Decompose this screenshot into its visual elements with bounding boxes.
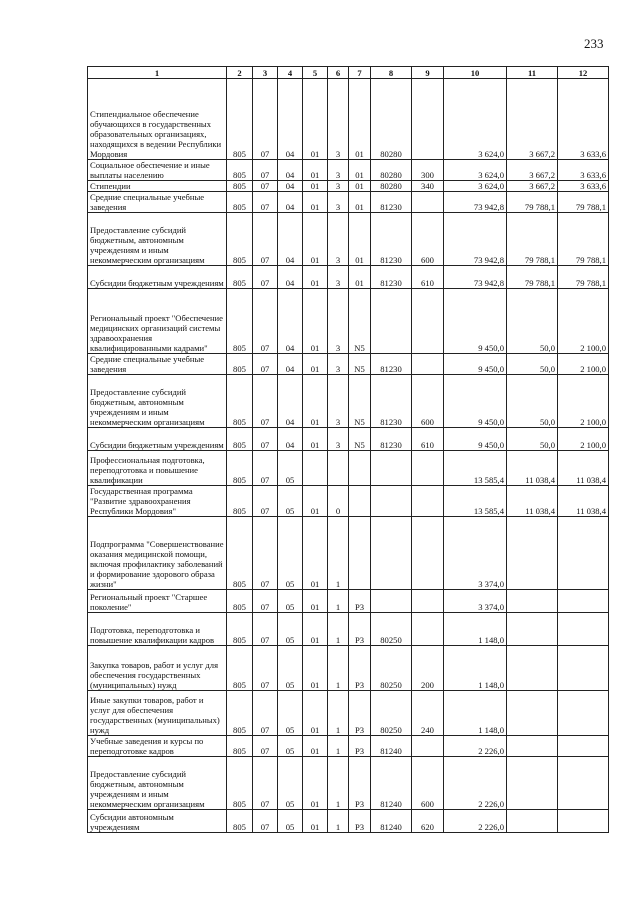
col-3: 07 [253, 613, 278, 646]
col-10: 9 450,0 [444, 428, 507, 451]
col-7: P3 [349, 736, 371, 757]
col-8 [371, 590, 412, 613]
table-row [88, 79, 609, 160]
col-9: 240 [412, 691, 444, 736]
col-8: 81230 [371, 192, 412, 213]
col-5: 01 [303, 213, 328, 266]
col-5: 01 [303, 810, 328, 833]
col-8: 81230 [371, 213, 412, 266]
col-11 [507, 517, 558, 590]
col-7 [349, 517, 371, 590]
row-name: Предоставление субсидий бюджетным, автономным учреждениям и иным некоммерческим организациям [88, 375, 227, 428]
col-11: 79 788,1 [507, 192, 558, 213]
col-7: P3 [349, 691, 371, 736]
col-6: 3 [328, 289, 349, 354]
col-12 [558, 691, 609, 736]
col-10: 73 942,8 [444, 266, 507, 289]
table-row [88, 266, 609, 289]
col-2: 805 [227, 266, 253, 289]
row-name: Региональный проект "Обеспечение медицинских организаций системы здравоохранения квалифицированными кадрами" [88, 289, 227, 354]
col-3: 07 [253, 375, 278, 428]
col-8 [371, 517, 412, 590]
col-12: 2 100,0 [558, 289, 609, 354]
col-3: 07 [253, 181, 278, 192]
col-3: 07 [253, 428, 278, 451]
col-10: 2 226,0 [444, 757, 507, 810]
col-7: 01 [349, 192, 371, 213]
row-name: Государственная программа "Развитие здравоохранения Республики Мордовия" [88, 486, 227, 517]
column-header: 6 [328, 67, 349, 79]
col-11: 11 038,4 [507, 451, 558, 486]
col-6: 3 [328, 192, 349, 213]
col-12: 2 100,0 [558, 428, 609, 451]
col-11: 50,0 [507, 375, 558, 428]
table-row [88, 736, 609, 757]
col-10: 3 624,0 [444, 181, 507, 192]
col-9 [412, 289, 444, 354]
col-7: P3 [349, 613, 371, 646]
col-6: 3 [328, 213, 349, 266]
col-6 [328, 451, 349, 486]
col-3: 07 [253, 266, 278, 289]
table-row [88, 486, 609, 517]
col-11: 3 667,2 [507, 181, 558, 192]
col-6: 1 [328, 646, 349, 691]
col-2: 805 [227, 613, 253, 646]
col-3: 07 [253, 79, 278, 160]
col-2: 805 [227, 691, 253, 736]
col-12: 79 788,1 [558, 266, 609, 289]
col-12: 3 633,6 [558, 160, 609, 181]
col-9: 610 [412, 428, 444, 451]
col-5: 01 [303, 757, 328, 810]
col-4: 04 [278, 375, 303, 428]
col-3: 07 [253, 736, 278, 757]
col-6: 1 [328, 590, 349, 613]
col-7: 01 [349, 181, 371, 192]
col-4: 05 [278, 613, 303, 646]
row-name: Стипендии [88, 181, 227, 192]
table-row [88, 757, 609, 810]
col-2: 805 [227, 181, 253, 192]
col-12 [558, 517, 609, 590]
col-2: 805 [227, 451, 253, 486]
col-6: 3 [328, 181, 349, 192]
col-12: 3 633,6 [558, 181, 609, 192]
col-10: 3 374,0 [444, 517, 507, 590]
col-10: 2 226,0 [444, 736, 507, 757]
col-9 [412, 354, 444, 375]
col-2: 805 [227, 213, 253, 266]
col-8 [371, 451, 412, 486]
col-6: 1 [328, 810, 349, 833]
table-row [88, 517, 609, 590]
col-7: P3 [349, 810, 371, 833]
col-7: 01 [349, 266, 371, 289]
table-row [88, 160, 609, 181]
col-6: 3 [328, 79, 349, 160]
col-7: P3 [349, 646, 371, 691]
col-4: 04 [278, 181, 303, 192]
col-4: 05 [278, 736, 303, 757]
table-row [88, 613, 609, 646]
col-2: 805 [227, 428, 253, 451]
col-11: 3 667,2 [507, 79, 558, 160]
col-6: 3 [328, 354, 349, 375]
table-row [88, 181, 609, 192]
col-12 [558, 646, 609, 691]
col-6: 1 [328, 517, 349, 590]
col-3: 07 [253, 451, 278, 486]
row-name: Предоставление субсидий бюджетным, автономным учреждениям и иным некоммерческим организациям [88, 213, 227, 266]
column-header: 8 [371, 67, 412, 79]
col-8: 81230 [371, 354, 412, 375]
col-10: 1 148,0 [444, 691, 507, 736]
table-row [88, 646, 609, 691]
col-11: 11 038,4 [507, 486, 558, 517]
table-row [88, 192, 609, 213]
col-11: 3 667,2 [507, 160, 558, 181]
col-9: 200 [412, 646, 444, 691]
col-5: 01 [303, 289, 328, 354]
col-3: 07 [253, 213, 278, 266]
col-7 [349, 451, 371, 486]
row-name: Средние специальные учебные заведения [88, 354, 227, 375]
col-2: 805 [227, 517, 253, 590]
col-5: 01 [303, 736, 328, 757]
col-3: 07 [253, 354, 278, 375]
col-12 [558, 810, 609, 833]
col-6: 3 [328, 375, 349, 428]
col-7: N5 [349, 289, 371, 354]
col-11 [507, 646, 558, 691]
col-5: 01 [303, 266, 328, 289]
row-name: Стипендиальное обеспечение обучающихся в государственных образовательных организациях, находящихся в ведении Республики Мордовия [88, 79, 227, 160]
col-2: 805 [227, 486, 253, 517]
col-5: 01 [303, 613, 328, 646]
col-4: 05 [278, 451, 303, 486]
col-5: 01 [303, 428, 328, 451]
col-8: 80250 [371, 646, 412, 691]
col-8: 81240 [371, 757, 412, 810]
col-4: 05 [278, 691, 303, 736]
row-name: Предоставление субсидий бюджетным, автономным учреждениям и иным некоммерческим организациям [88, 757, 227, 810]
col-8 [371, 289, 412, 354]
row-name: Субсидии бюджетным учреждениям [88, 428, 227, 451]
column-header: 7 [349, 67, 371, 79]
col-7 [349, 486, 371, 517]
col-10: 3 624,0 [444, 79, 507, 160]
row-name: Подготовка, переподготовка и повышение квалификации кадров [88, 613, 227, 646]
col-4: 05 [278, 590, 303, 613]
col-3: 07 [253, 590, 278, 613]
table-row [88, 375, 609, 428]
col-9: 340 [412, 181, 444, 192]
row-name: Закупка товаров, работ и услуг для обеспечения государственных (муниципальных) нужд [88, 646, 227, 691]
col-9: 610 [412, 266, 444, 289]
col-12 [558, 757, 609, 810]
table-row [88, 213, 609, 266]
col-4: 05 [278, 646, 303, 691]
col-7: N5 [349, 375, 371, 428]
col-5: 01 [303, 517, 328, 590]
col-10: 3 374,0 [444, 590, 507, 613]
col-2: 805 [227, 646, 253, 691]
col-2: 805 [227, 192, 253, 213]
column-header: 4 [278, 67, 303, 79]
col-9: 620 [412, 810, 444, 833]
col-12 [558, 613, 609, 646]
col-8: 81240 [371, 810, 412, 833]
row-name: Иные закупки товаров, работ и услуг для обеспечения государственных (муниципальных) нужд [88, 691, 227, 736]
col-6: 1 [328, 757, 349, 810]
col-10: 9 450,0 [444, 289, 507, 354]
row-name: Субсидии бюджетным учреждениям [88, 266, 227, 289]
col-2: 805 [227, 590, 253, 613]
col-6: 3 [328, 160, 349, 181]
col-5: 01 [303, 181, 328, 192]
col-10: 13 585,4 [444, 486, 507, 517]
row-name: Подпрограмма "Совершенствование оказания медицинской помощи, включая профилактику заболеваний и формирование здорового образа жизни" [88, 517, 227, 590]
col-9 [412, 613, 444, 646]
column-header: 2 [227, 67, 253, 79]
column-header: 5 [303, 67, 328, 79]
col-9 [412, 590, 444, 613]
col-5: 01 [303, 590, 328, 613]
col-7: P3 [349, 757, 371, 810]
col-3: 07 [253, 160, 278, 181]
col-11: 50,0 [507, 289, 558, 354]
table-row [88, 691, 609, 736]
col-8: 80280 [371, 79, 412, 160]
col-8: 81240 [371, 736, 412, 757]
col-8: 80250 [371, 691, 412, 736]
column-header: 3 [253, 67, 278, 79]
col-10: 73 942,8 [444, 213, 507, 266]
col-9: 600 [412, 375, 444, 428]
col-9: 600 [412, 757, 444, 810]
col-3: 07 [253, 646, 278, 691]
col-6: 1 [328, 613, 349, 646]
row-name: Социальное обеспечение и иные выплаты населению [88, 160, 227, 181]
col-11 [507, 613, 558, 646]
row-name: Субсидии автономным учреждениям [88, 810, 227, 833]
col-9 [412, 486, 444, 517]
column-header: 11 [507, 67, 558, 79]
col-11: 79 788,1 [507, 266, 558, 289]
col-5: 01 [303, 375, 328, 428]
col-4: 05 [278, 757, 303, 810]
col-5: 01 [303, 354, 328, 375]
col-8: 81230 [371, 266, 412, 289]
col-7: N5 [349, 428, 371, 451]
table-row [88, 451, 609, 486]
col-10: 1 148,0 [444, 613, 507, 646]
col-7: 01 [349, 79, 371, 160]
col-11: 50,0 [507, 354, 558, 375]
col-9 [412, 451, 444, 486]
col-8: 80280 [371, 160, 412, 181]
col-4: 04 [278, 192, 303, 213]
col-4: 04 [278, 289, 303, 354]
col-11 [507, 691, 558, 736]
column-header: 10 [444, 67, 507, 79]
col-4: 05 [278, 810, 303, 833]
col-11: 79 788,1 [507, 213, 558, 266]
col-5: 01 [303, 79, 328, 160]
col-4: 04 [278, 79, 303, 160]
col-4: 05 [278, 517, 303, 590]
col-9 [412, 736, 444, 757]
col-8: 81230 [371, 428, 412, 451]
col-8: 80250 [371, 613, 412, 646]
col-2: 805 [227, 810, 253, 833]
col-9: 300 [412, 160, 444, 181]
col-9 [412, 79, 444, 160]
col-3: 07 [253, 517, 278, 590]
col-5: 01 [303, 192, 328, 213]
col-11 [507, 810, 558, 833]
col-11 [507, 757, 558, 810]
col-2: 805 [227, 757, 253, 810]
col-5: 01 [303, 691, 328, 736]
col-10: 9 450,0 [444, 354, 507, 375]
col-12: 2 100,0 [558, 354, 609, 375]
row-name: Региональный проект "Старшее поколение" [88, 590, 227, 613]
table-body [88, 79, 609, 833]
col-11 [507, 590, 558, 613]
col-3: 07 [253, 810, 278, 833]
col-5: 01 [303, 160, 328, 181]
col-6: 1 [328, 691, 349, 736]
col-4: 04 [278, 428, 303, 451]
col-2: 805 [227, 160, 253, 181]
col-4: 04 [278, 354, 303, 375]
col-7: N5 [349, 354, 371, 375]
col-4: 04 [278, 266, 303, 289]
col-10: 2 226,0 [444, 810, 507, 833]
col-6: 3 [328, 428, 349, 451]
col-2: 805 [227, 289, 253, 354]
column-header: 9 [412, 67, 444, 79]
col-8: 81230 [371, 375, 412, 428]
col-9: 600 [412, 213, 444, 266]
col-7: 01 [349, 160, 371, 181]
col-4: 04 [278, 160, 303, 181]
col-7: 01 [349, 213, 371, 266]
row-name: Средние специальные учебные заведения [88, 192, 227, 213]
budget-table [87, 66, 609, 833]
col-2: 805 [227, 79, 253, 160]
col-10: 13 585,4 [444, 451, 507, 486]
col-4: 05 [278, 486, 303, 517]
col-10: 1 148,0 [444, 646, 507, 691]
col-12 [558, 736, 609, 757]
col-7: P3 [349, 590, 371, 613]
column-header: 12 [558, 67, 609, 79]
col-12: 79 788,1 [558, 213, 609, 266]
col-5 [303, 451, 328, 486]
page-number: 233 [584, 36, 604, 51]
col-2: 805 [227, 375, 253, 428]
col-6: 3 [328, 266, 349, 289]
col-6: 0 [328, 486, 349, 517]
col-3: 07 [253, 691, 278, 736]
col-9 [412, 192, 444, 213]
table-row [88, 810, 609, 833]
col-2: 805 [227, 736, 253, 757]
col-12: 3 633,6 [558, 79, 609, 160]
col-2: 805 [227, 354, 253, 375]
table-row [88, 289, 609, 354]
col-12: 79 788,1 [558, 192, 609, 213]
table-row [88, 428, 609, 451]
table-row [88, 354, 609, 375]
col-4: 04 [278, 213, 303, 266]
column-header: 1 [88, 67, 227, 79]
col-12 [558, 590, 609, 613]
table-row [88, 590, 609, 613]
col-11: 50,0 [507, 428, 558, 451]
col-12: 11 038,4 [558, 486, 609, 517]
col-3: 07 [253, 486, 278, 517]
col-6: 1 [328, 736, 349, 757]
col-10: 9 450,0 [444, 375, 507, 428]
col-8 [371, 486, 412, 517]
col-12: 2 100,0 [558, 375, 609, 428]
col-12: 11 038,4 [558, 451, 609, 486]
col-3: 07 [253, 289, 278, 354]
col-5: 01 [303, 646, 328, 691]
col-9 [412, 517, 444, 590]
col-10: 73 942,8 [444, 192, 507, 213]
col-3: 07 [253, 192, 278, 213]
col-11 [507, 736, 558, 757]
row-name: Учебные заведения и курсы по переподготовке кадров [88, 736, 227, 757]
col-5: 01 [303, 486, 328, 517]
col-8: 80280 [371, 181, 412, 192]
col-3: 07 [253, 757, 278, 810]
col-10: 3 624,0 [444, 160, 507, 181]
row-name: Профессиональная подготовка, переподготовка и повышение квалификации [88, 451, 227, 486]
table-header-row [88, 67, 609, 79]
